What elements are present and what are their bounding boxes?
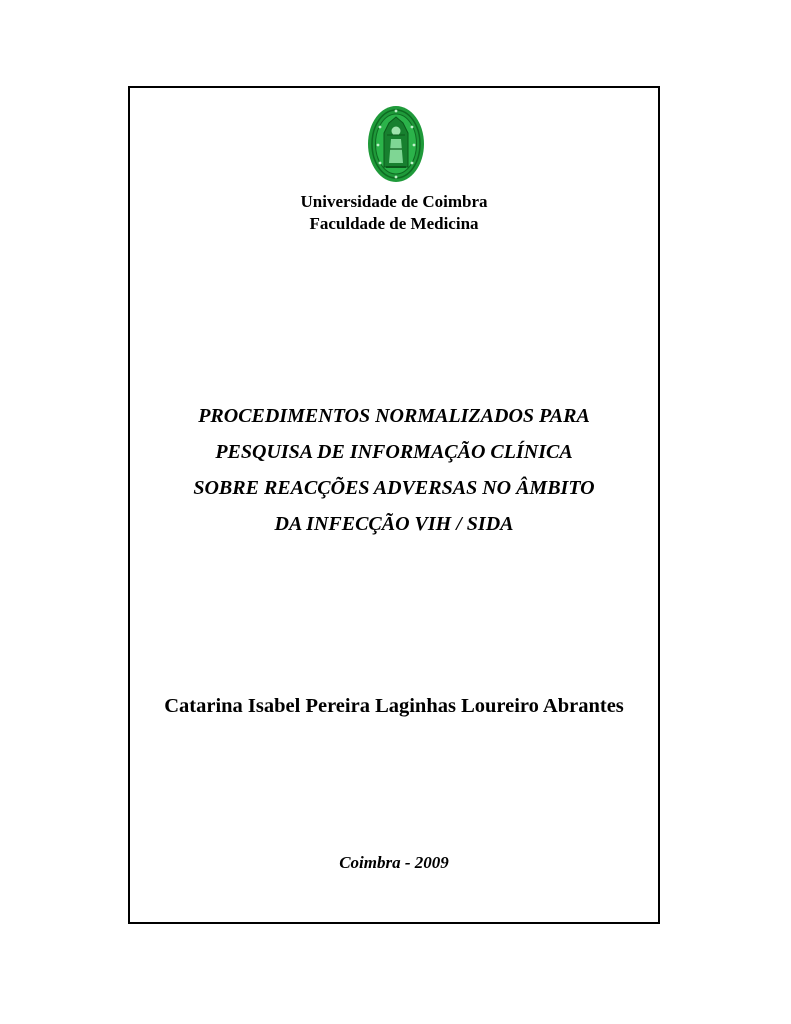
- title-line: PESQUISA DE INFORMAÇÃO CLÍNICA: [215, 441, 573, 463]
- title-line: DA INFECÇÃO VIH / SIDA: [274, 513, 514, 535]
- title-line: PROCEDIMENTOS NORMALIZADOS PARA: [198, 405, 590, 427]
- document-title: [128, 398, 660, 542]
- faculty-name: Faculdade de Medicina: [309, 214, 479, 233]
- place-date: Coimbra - 2009: [339, 853, 449, 872]
- author-name: Catarina Isabel Pereira Laginhas Loureiro Abrantes: [164, 695, 624, 717]
- institution-name: Universidade de Coimbra: [300, 192, 488, 211]
- title-line: SOBRE REACÇÕES ADVERSAS NO ÂMBITO: [193, 477, 595, 499]
- university-seal-icon: [367, 105, 425, 183]
